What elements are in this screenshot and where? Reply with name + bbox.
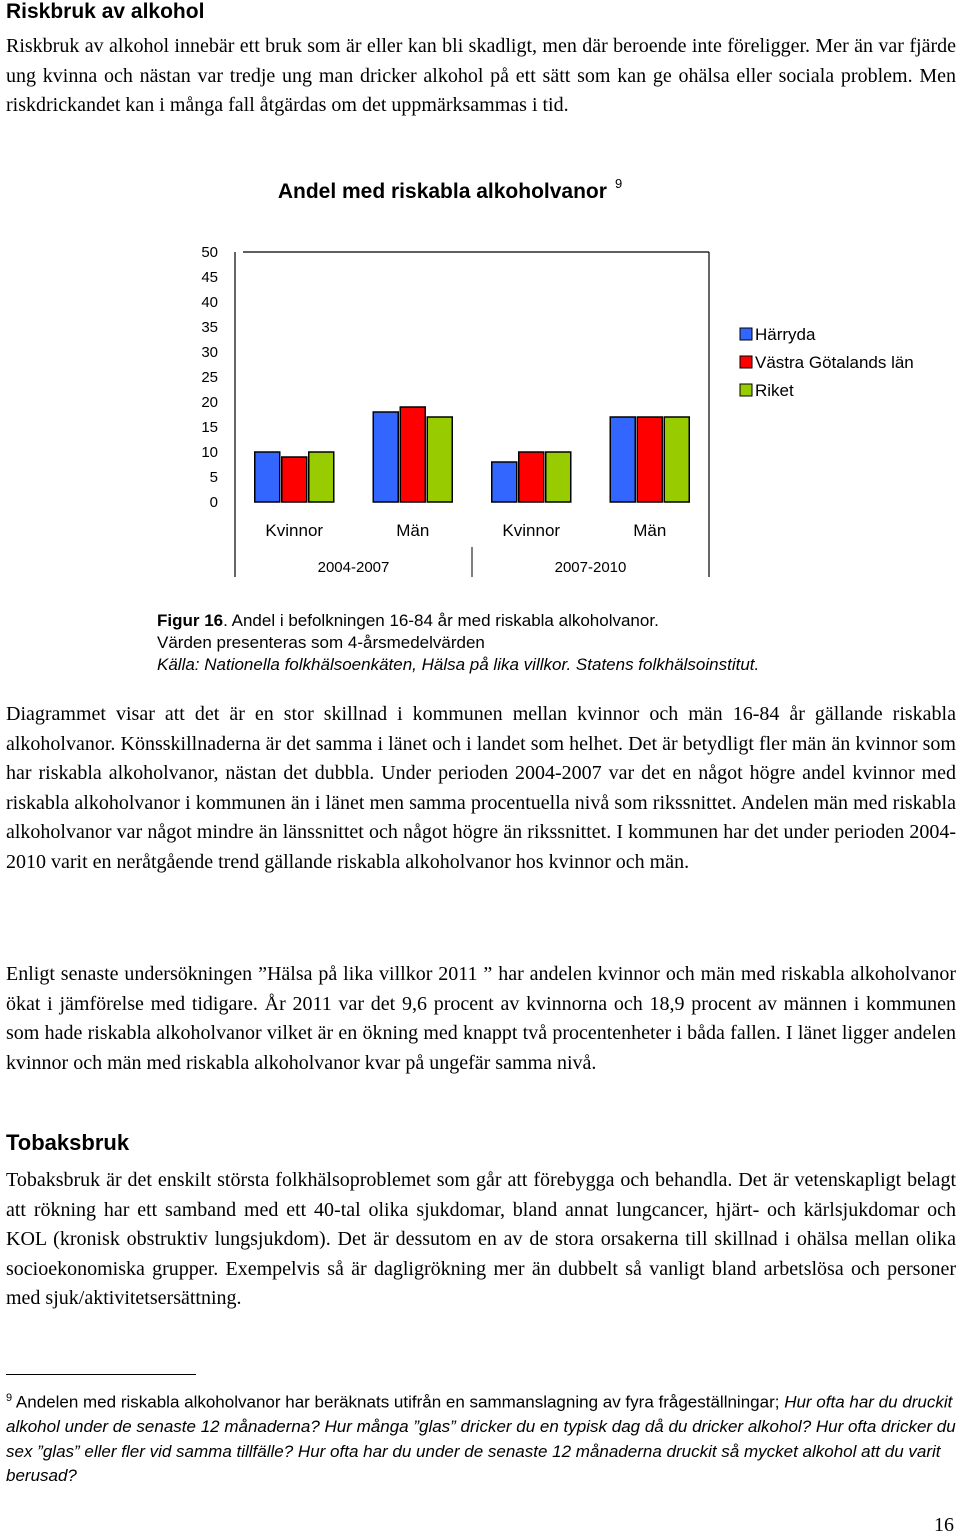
legend-swatch (740, 356, 752, 368)
y-tick-label: 20 (201, 394, 218, 411)
legend-label: Riket (755, 381, 794, 400)
bar (400, 407, 425, 502)
figure-caption (157, 610, 947, 676)
category-label: Män (633, 521, 667, 540)
period-label: 2004-2007 (317, 559, 390, 576)
footnote (6, 1386, 956, 1489)
footnote-number: 9 (6, 1392, 13, 1404)
bar (282, 457, 307, 502)
y-tick-label: 50 (201, 244, 218, 261)
bar (492, 462, 517, 502)
period-label: 2007-2010 (554, 559, 627, 576)
bar (309, 452, 334, 502)
figure-source: Källa: Nationella folkhälsoenkäten, Hälsa på lika villkor. Statens folkhälsoinstitut. (157, 655, 760, 674)
paragraph-latest-survey: Enligt senaste undersökningen ”Hälsa på lika villkor 2011 ” har andelen kvinnor och män med riskabla alkoholvanor ökat i jämförelse med tidigare. År 2011 var det 9,6 procent av kvinnorna och 18,9 procent av männen i kommunen som hade riskabla alkoholvanor vilket är en ökning med knappt två procentenheter i båda fallen. I länet ligger andelen kvinnor och män med riskabla alkoholvanor kvar på ungefär samma nivå. (6, 963, 956, 1074)
legend-swatch (740, 328, 752, 340)
section-heading-tobacco: Tobaksbruk (6, 1130, 130, 1155)
bar (373, 412, 398, 502)
intro-paragraph: Riskbruk av alkohol innebär ett bruk som är eller kan bli skadligt, men där beroende inte föreligger. Mer än var fjärde ung kvinna och nästan var tredje ung man dricker alkohol på ett sätt som kan ge ohälsa eller sociala problem. Men riskdrickandet kan i många fall åtgärdas om det uppmärksammas i tid. (6, 35, 956, 116)
footnote-separator (6, 1374, 196, 1375)
legend-label: Västra Götalands län (755, 353, 914, 372)
y-tick-label: 25 (201, 369, 218, 386)
bar (637, 417, 662, 502)
y-tick-label: 0 (209, 494, 218, 511)
footnote-questions: Hur ofta har du druckit alkohol under de senaste 12 månaderna? Hur många ”glas” dricker du en typisk dag då du dricker alkohol? Hur ofta dricker du sex ”glas” eller fler vid samma tillfälle? Hur ofta har du under de senaste 12 månaderna druckit så mycket alkohol att du varit berusad? (6, 1392, 956, 1486)
footnote-text: Andelen med riskabla alkoholvanor har beräknats utifrån en sammanslagning av fyra frågeställningar; (12, 1392, 785, 1412)
paragraph-diagram-analysis: Diagrammet visar att det är en stor skillnad i kommunen mellan kvinnor och män 16-84 år gällande riskabla alkoholvanor. Könsskillnaderna är det samma i länet och i landet som helhet. Det är betydligt fler män än kvinnor som har riskabla alkoholvanor, nästan det dubbla. Under perioden 2004-2007 var det en något högre andel kvinnor med riskabla alkoholvanor i kommunen än i länet men samma procentuella nivå som rikssnittet. Andelen män med riskabla alkoholvanor var något mindre än länssnittet och något högre än rikssnittet. I kommunen har det under perioden 2004-2010 varit en neråtgående trend gällande riskabla alkoholvanor hos kvinnor och män. (6, 703, 956, 873)
y-tick-label: 45 (201, 269, 218, 286)
bar (255, 452, 280, 502)
figure-caption-text: . Andel i befolkningen 16-84 år med riskabla alkoholvanor. (223, 611, 659, 630)
page-number: 16 (934, 1514, 954, 1536)
y-tick-label: 40 (201, 294, 218, 311)
bar (546, 452, 571, 502)
tobacco-paragraph: Tobaksbruk är det enskilt största folkhälsoproblemet som går att förebygga och behandla. Det är vetenskapligt belagt att rökning har ett samband med ett 40-tal olika sjukdomar, bland annat lungcancer, hjärt- och kärlsjukdomar och KOL (kronisk obstruktiv lungsjukdom). Det är dessutom en av de stora orsakerna till skillnad i ohälsa mellan olika socioekonomiska grupper. Exempelvis så är dagligrökning mer än dubbelt så vanligt bland arbetslösa och personer med sjuk/aktivitetsersättning. (6, 1169, 956, 1309)
bar (519, 452, 544, 502)
bar (610, 417, 635, 502)
chart-title: Andel med riskabla alkoholvanor $^9$ (277, 176, 623, 203)
category-label: Kvinnor (265, 521, 324, 540)
bar-chart (0, 160, 960, 590)
y-tick-label: 35 (201, 319, 218, 336)
y-tick-label: 10 (201, 444, 218, 461)
bar (664, 417, 689, 502)
figure-label: Figur 16 (157, 611, 224, 630)
legend-label: Härryda (755, 325, 816, 344)
y-tick-label: 15 (201, 419, 218, 436)
category-label: Män (396, 521, 430, 540)
section-heading-alcohol: Riskbruk av alkohol (6, 0, 205, 23)
category-label: Kvinnor (502, 521, 561, 540)
bar (427, 417, 452, 502)
figure-caption-line2: Värden presenteras som 4-årsmedelvärden (157, 633, 485, 652)
legend-swatch (740, 384, 752, 396)
y-tick-label: 5 (209, 469, 218, 486)
y-tick-label: 30 (201, 344, 218, 361)
